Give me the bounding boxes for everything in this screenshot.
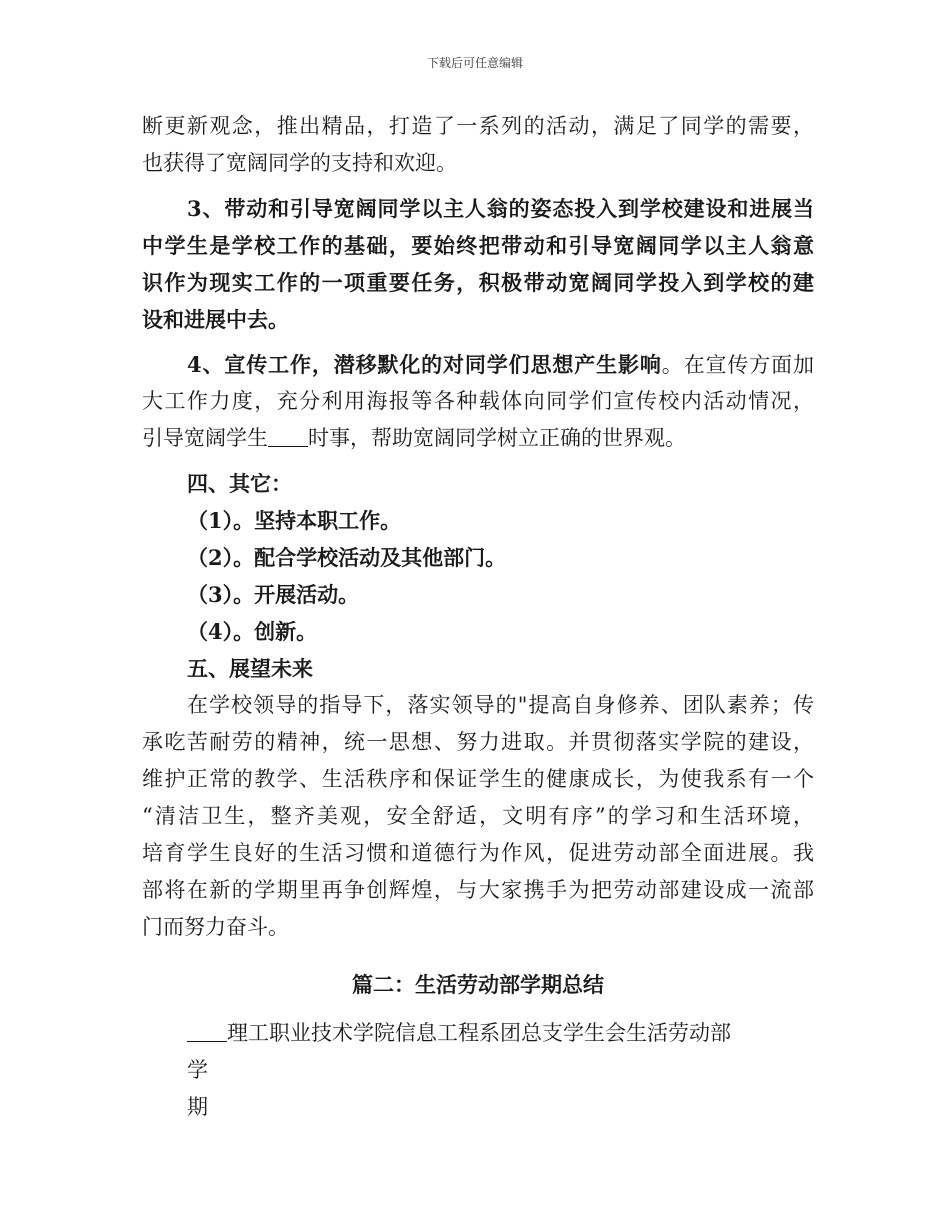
blank-underline: [187, 1019, 227, 1042]
text-line: “清洁卫生，整齐美观，安全舒适，文明有序”的学习和生活环境，: [142, 804, 814, 828]
text-line: 设和进展中去。: [142, 307, 289, 332]
text-line: 培育学生良好的生活习惯和道德行为作风，促进劳动部全面进展。我: [142, 841, 814, 865]
list-item: （4）。创新。: [187, 619, 318, 644]
subtitle-line: 理工职业技术学院信息工程系团总支学生会生活劳动部: [142, 1015, 814, 1052]
text-line: 也获得了宽阔同学的支持和欢迎。: [142, 151, 457, 175]
text-line: 部将在新的学期里再争创辉煌，与大家携手为把劳动部建设成一流部: [142, 878, 814, 902]
text-line: 维护正常的教学、生活秩序和保证学生的健康成长，为使我系有一个: [142, 767, 814, 791]
text-line: 断更新观念，推出精品，打造了一系列的活动，满足了同学的需要，: [142, 114, 814, 138]
section-4-rest: 。在宣传方面加: [661, 353, 814, 377]
list-item: （2）。配合学校活动及其他部门。: [187, 545, 507, 570]
section-outlook-heading: 五、展望未来: [187, 656, 313, 681]
list-item: （1）。坚持本职工作。: [187, 508, 402, 533]
text-line: 大工作力度，充分利用海报等各种载体向同学们宣传校内活动情况，: [142, 389, 814, 413]
text-line: 识作为现实工作的一项重要任务，积极带动宽阔同学投入到学校的建: [142, 270, 814, 295]
section-4-heading: [142, 346, 814, 383]
page-header: 下载后可任意编辑: [426, 56, 523, 70]
section-title: 篇二：生活劳动部学期总结: [352, 972, 604, 997]
text-line: 引导宽阔学生 时事，帮助宽阔同学树立正确的世界观。: [142, 426, 686, 450]
blank-underline: [268, 424, 308, 447]
section-3-heading: 3、带动和引导宽阔同学以主人翁的姿态投入到学校建设和进展当: [187, 196, 814, 221]
text-line: 中学生是学校工作的基础，要始终把带动和引导宽阔同学以主人翁意: [142, 233, 814, 258]
text-line: 承吃苦耐劳的精神，统一思想、努力进取。并贯彻落实学院的建设，: [142, 730, 814, 754]
document-body: [142, 108, 814, 1126]
section-4-bold: 4、宣传工作，潜移默化的对同学们思想产生影响: [187, 352, 662, 377]
list-item: （3）。开展活动。: [187, 582, 360, 607]
section-other-heading: 四、其它：: [187, 471, 292, 496]
text-line: 学: [187, 1058, 208, 1082]
text-line: 在学校领导的指导下，落实领导的"提高自身修养、团队素养；传: [187, 693, 814, 717]
text-line: 门而努力奋斗。: [142, 915, 289, 939]
text-line: 期: [187, 1095, 208, 1119]
